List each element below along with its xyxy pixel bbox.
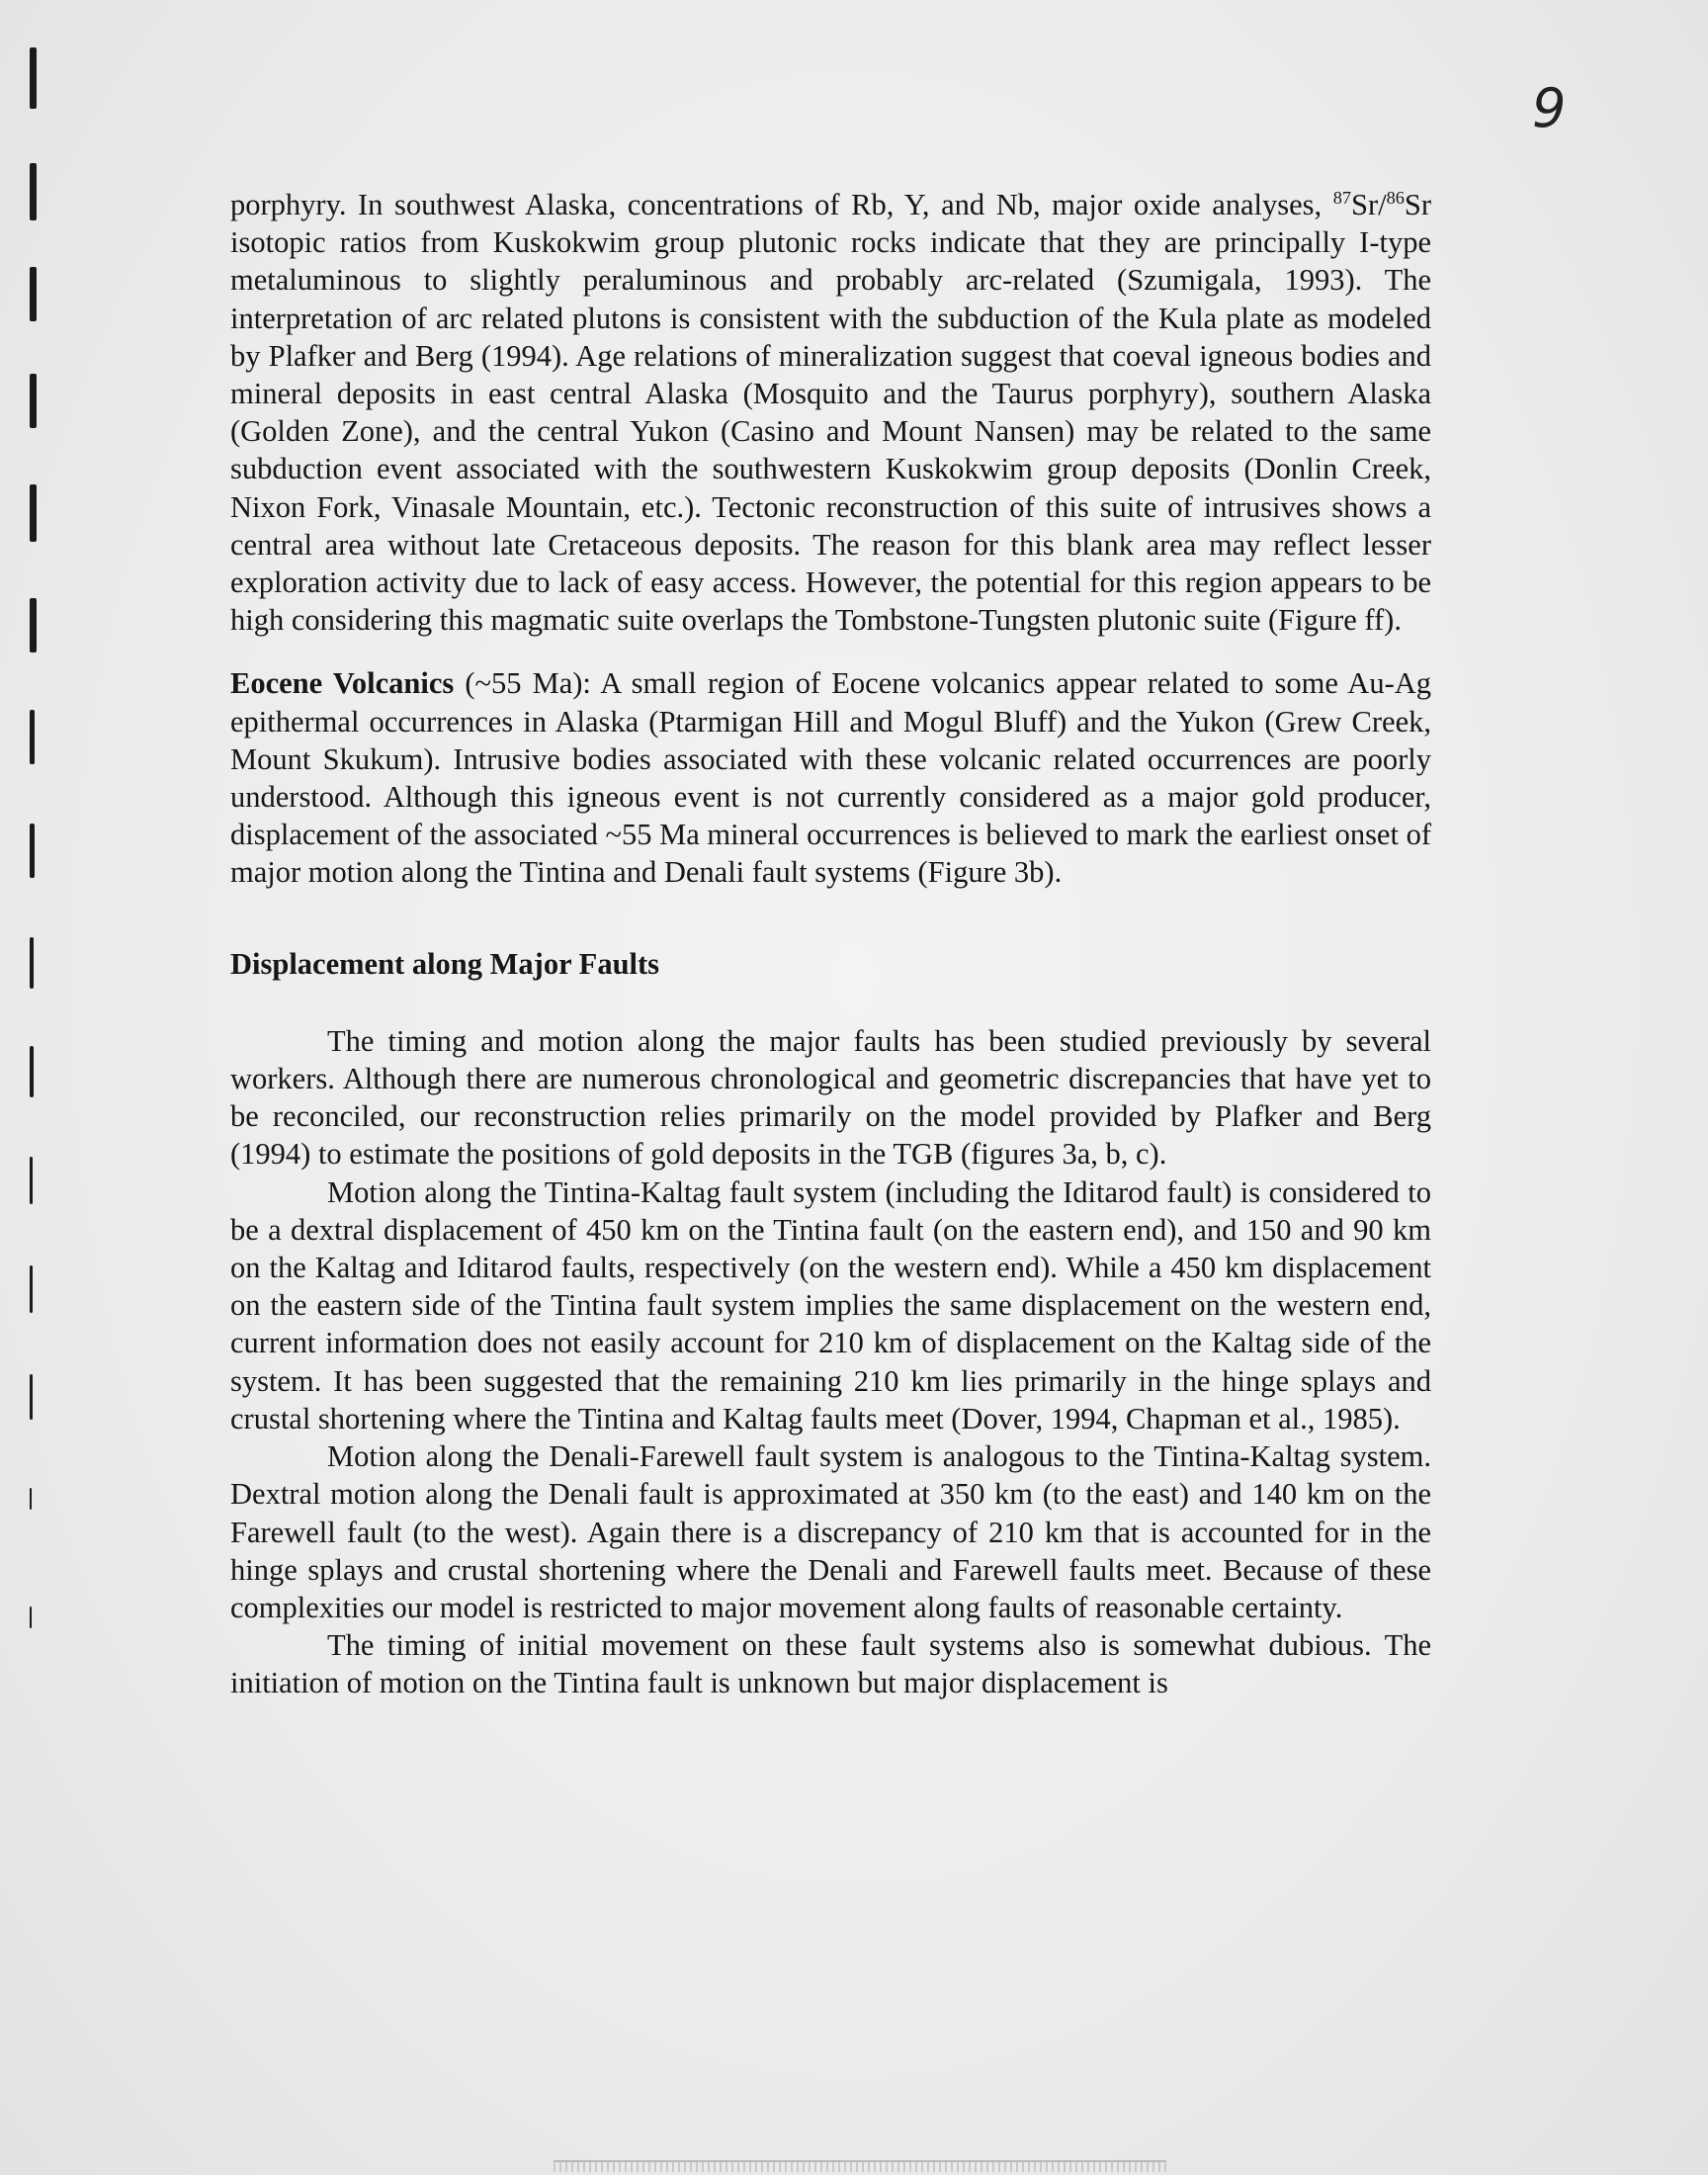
binder-mark	[30, 1265, 33, 1313]
binder-mark	[30, 824, 35, 878]
eocene-volcanics-lead: Eocene Volcanics	[230, 666, 455, 701]
paragraph-fault-timing: The timing and motion along the major faults has been studied previously by several workers. Although there are numerous chronological and geometric discrepancies that have yet to be reconciled, our reconstruction relies primarily on the model provided by Plafker and Berg (1994) to estimate the positions of gold deposits in the TGB (figures 3a, b, c).	[230, 1023, 1431, 1172]
binder-mark	[30, 47, 37, 109]
binder-mark	[30, 374, 37, 428]
section-heading: Displacement along Major Faults	[230, 946, 660, 981]
scan-artifact-rule	[554, 2160, 1166, 2172]
binder-mark	[30, 1374, 33, 1420]
binder-mark	[30, 1157, 33, 1204]
paragraph-kuskokwim: porphyry. In southwest Alaska, concentrations of Rb, Y, and Nb, major oxide analyses, $^{87}$Sr/$^{86}$Sr isotopic ratios from Kuskokwim group plutonic rocks indicate that they are principally I-type metaluminous to slightly peraluminous and probably arc-related (Szumigala, 1993). The interpretation of arc related plutons is consistent with the subduction of the Kula plate as modeled by Plafker and Berg (1994). Age relations of mineralization suggest that coeval igneous bodies and mineral deposits in east central Alaska (Mosquito and the Taurus porphyry), southern Alaska (Golden Zone), and the central Yukon (Casino and Mount Nansen) may be related to the same subduction event associated with the southwestern Kuskokwim group deposits (Donlin Creek, Nixon Fork, Vinasale Mountain, etc.). Tectonic reconstruction of this suite of intrusives shows a central area without late Cretaceous deposits. The reason for this blank area may reflect lesser exploration activity due to lack of easy access. However, the potential for this region appears to be high considering this magmatic suite overlaps the Tombstone-Tungsten plutonic suite (Figure ff).	[230, 187, 1431, 638]
binder-mark	[30, 1046, 34, 1097]
binder-mark	[30, 598, 37, 652]
binder-mark	[30, 484, 37, 542]
page-number: 9	[1532, 77, 1567, 139]
binder-mark	[30, 1607, 32, 1628]
binder-mark	[30, 937, 34, 989]
paragraph-denali-farewell: Motion along the Denali-Farewell fault system is analogous to the Tintina-Kaltag system. Dextral motion along the Denali fault is approximated at 350 km (to the east) and 140 km on the Farewell fault (to the west). Again there is a discrepancy of 210 km that is accounted for in the hinge splays and crustal shortening where the Denali and Farewell faults meet. Because of these complexities our model is restricted to major movement along faults of reasonable certainty.	[230, 1439, 1431, 1624]
paragraph-eocene-volcanics: Eocene Volcanics (~55 Ma): A small region of Eocene volcanics appear related to some Au-Ag epithermal occurrences in Alaska (Ptarmigan Hill and Mogul Bluff) and the Yukon (Grew Creek, Mount Skukum). Intrusive bodies associated with these volcanic related occurrences are poorly understood. Although this igneous event is not currently considered as a major gold producer, displacement of the associated ~55 Ma mineral occurrences is believed to mark the earliest onset of major motion along the Tintina and Denali fault systems (Figure 3b).	[230, 666, 1432, 890]
paragraph-initial-movement: The timing of initial movement on these fault systems also is somewhat dubious. The initiation of motion on the Tintina fault is unknown but major displacement is	[230, 1628, 1431, 1700]
binder-mark	[30, 163, 37, 220]
binder-mark	[30, 710, 35, 764]
body-text	[230, 186, 1431, 1702]
binder-mark	[30, 1488, 32, 1510]
binder-mark	[30, 267, 37, 321]
paragraph-tintina-kaltag: Motion along the Tintina-Kaltag fault system (including the Iditarod fault) is considered to be a dextral displacement of 450 km on the Tintina fault (on the eastern end), and 150 and 90 km on the Kaltag and Iditarod faults, respectively (on the western end). While a 450 km displacement on the eastern side of the Tintina fault system implies the same displacement on the western end, current information does not easily account for 210 km of displacement on the Kaltag side of the system. It has been suggested that the remaining 210 km lies primarily in the hinge splays and crustal shortening where the Tintina and Kaltag faults meet (Dover, 1994, Chapman et al., 1985).	[230, 1174, 1431, 1436]
